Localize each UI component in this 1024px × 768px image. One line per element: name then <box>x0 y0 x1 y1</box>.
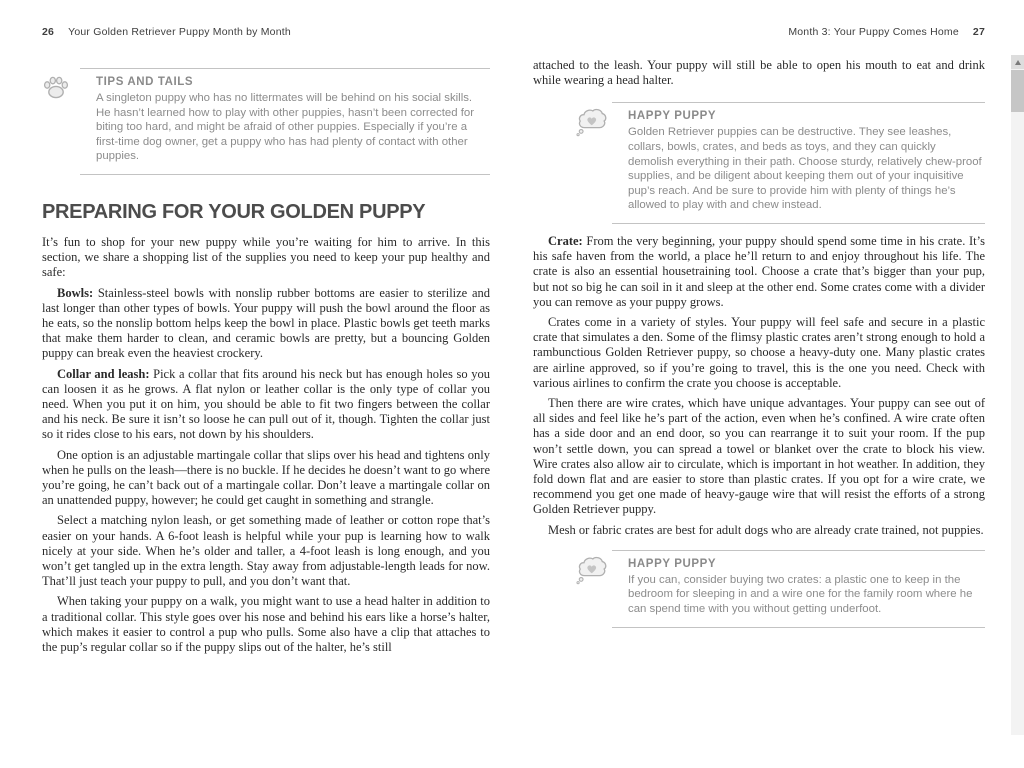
tips-and-tails-content <box>80 68 490 175</box>
paragraph <box>42 594 490 655</box>
paragraph <box>533 234 985 310</box>
paragraph-text: From the very beginning, your puppy should spend some time in his crate. It’s his safe haven from the world, a place he’ll return to and enjoy throughout his life. The crate is also an essential housetraining tool. Choose a crate that’s bigger than your pup, but not so big he can soil in it and sleep at the other end. Some crates come with a divider you can remove as your puppy grows. <box>533 233 985 309</box>
paragraph <box>533 396 985 518</box>
section-heading: PREPARING FOR YOUR GOLDEN PUPPY <box>42 200 426 223</box>
up-arrow-icon <box>1015 60 1021 65</box>
paragraph-text: Then there are wire crates, which have unique advantages. Your puppy can see out of all sides and feel like he’s part of the action, even when he’s confined. A wire crate often has a side door and an end door, so you can rearrange it to suit your room. If the pup won’t settle down, you can spread a towel or blanket over the crate to block his view. Wire crates also allow air to circulate, which is important in hot weather. In addition, they fold down flat and are easier to store than plastic crates. If you opt for a wire crate, we recommend you get one made of heavy-gauge wire that will resist the efforts of a strong Golden Retriever puppy. <box>533 396 985 517</box>
page-number-left: 26 <box>42 26 55 38</box>
tips-and-tails-title: TIPS AND TAILS <box>96 76 194 88</box>
happy-puppy-2-content <box>612 550 985 628</box>
scrollbar[interactable] <box>1011 55 1024 735</box>
paragraph-text: attached to the leash. Your puppy will still be able to open his mouth to eat and drink while wearing a head halter. <box>533 58 985 88</box>
paragraph-lead: Crate: <box>548 233 583 248</box>
paragraph-text: One option is an adjustable martingale collar that slips over his head and tightens only when he pulls on the leash—there is no buckle. If he decides he doesn’t want to go where you’re going, he can’t back out of a martingale collar. Don’t leave a martingale collar on an unattended puppy, however; he could get caught in something and strangle. <box>42 447 490 508</box>
scrollbar-thumb[interactable] <box>1011 70 1024 112</box>
happy-puppy-2-body: If you can, consider buying two crates: a plastic one to keep in the bedroom for sleeping in and a wire one for the family room where he can spend time with you without getting underfoot. <box>628 573 973 616</box>
happy-puppy-1-body: Golden Retriever puppies can be destructive. They see leashes, collars, bowls, crates, and beds as toys, and they can quickly demolish everything in their path. Choose sturdy, relatively chew-proof supplies, and be diligent about keeping them out of your inquisitive pup’s reach. And be sure to provide him with plenty of things he’s allowed to play with and chew instead. <box>628 126 982 212</box>
paragraph-text: It’s fun to shop for your new puppy while you’re waiting for him to arrive. In this section, we share a shopping list of the supplies you need to keep your pup healthy and safe: <box>42 234 490 280</box>
paragraph-text: Mesh or fabric crates are best for adult dogs who are already crate trained, not puppies. <box>548 522 984 537</box>
paragraph <box>42 235 490 281</box>
page-number-right: 27 <box>972 26 985 38</box>
page-right <box>533 26 985 632</box>
thought-bubble-heart-icon <box>575 550 612 628</box>
running-header-right-title: Month 3: Your Puppy Comes Home <box>788 26 959 38</box>
happy-puppy-1-title: HAPPY PUPPY <box>628 110 717 123</box>
paragraph-lead: Collar and leash: <box>57 366 150 381</box>
paragraph-text: When taking your puppy on a walk, you might want to use a head halter in addition to a traditional collar. This style goes over his nose and behind his ears like a horse’s halter, which makes it easier to control a pup who pulls. Some also have a clip that attaches to the pup’s regular collar so if the puppy slips out of the halter, he’s still <box>42 594 490 655</box>
paragraph-text: Select a matching nylon leash, or get something made of leather or cotton rope that’s easier on your hands. A 6-foot leash is helpful while your pup is learning how to walk nicely at your side. When he’s older and taller, a 4-foot leash is long enough, and you won’t get tangled up in the extra length. Stay away from adjustable-length leads for now. That’ll just teach your puppy to pull, and you don’t want that. <box>42 513 490 589</box>
paragraph <box>42 513 490 589</box>
paragraph <box>533 315 985 391</box>
running-header-left <box>42 26 490 38</box>
paragraph <box>42 286 490 362</box>
thought-bubble-heart-icon <box>575 102 612 224</box>
paragraph <box>533 523 985 538</box>
paragraph <box>42 448 490 509</box>
happy-puppy-box-2 <box>575 550 985 628</box>
happy-puppy-1-content <box>612 102 985 224</box>
paragraph <box>42 367 490 443</box>
scrollbar-up-button[interactable] <box>1011 55 1024 69</box>
tips-and-tails-box <box>42 68 490 175</box>
paragraph-text: Stainless-steel bowls with nonslip rubber bottoms are easier to sterilize and last longer than other types of bowls. Your puppy will push the bowl around the floor as he eats, so the nonslip bottom helps keep the bowl in place. Plastic bowls get teeth marks that make them harder to clean, and ceramic bowls are pretty, but a bouncing Golden puppy can break even the heaviest crockery. <box>42 285 490 361</box>
page-left <box>42 26 490 655</box>
happy-puppy-2-title: HAPPY PUPPY <box>628 557 717 570</box>
happy-puppy-box-1 <box>575 102 985 224</box>
paragraph <box>533 58 985 88</box>
tips-and-tails-body: A singleton puppy who has no littermates will be behind on his social skills. He hasn’t learned how to play with other puppies, hasn’t been corrected for biting too hard, and might be afraid of other puppies. Especially if you’re a first-time dog owner, get a puppy who has had plenty of contact with other puppies. <box>96 92 475 163</box>
paragraph-text: Crates come in a variety of styles. Your puppy will feel safe and secure in a plastic crate that simulates a den. Some of the flimsy plastic crates aren’t strong enough to hold a rambunctious Golden Retriever puppy, so choose a heavy-duty one. Many plastic crates are airline approved, so if you’re going to travel, this is the one you need. Check with various airlines to confirm the crate you choose is acceptable. <box>533 314 985 390</box>
paragraph-text: Pick a collar that fits around his neck but has enough holes so you can loosen it as he grows. A flat nylon or leather collar is the only type of collar you need. When you put it on him, you should be able to fit two fingers between the collar and his neck. Be sure it isn’t so loose he can pull out of it, though. Tighten the collar just so it rides close to his ears, not down by his shoulders. <box>42 366 490 442</box>
paragraph-lead: Bowls: <box>57 285 94 300</box>
paw-icon <box>42 68 80 175</box>
running-header-right <box>533 26 985 38</box>
running-header-left-title: Your Golden Retriever Puppy Month by Month <box>68 26 291 38</box>
